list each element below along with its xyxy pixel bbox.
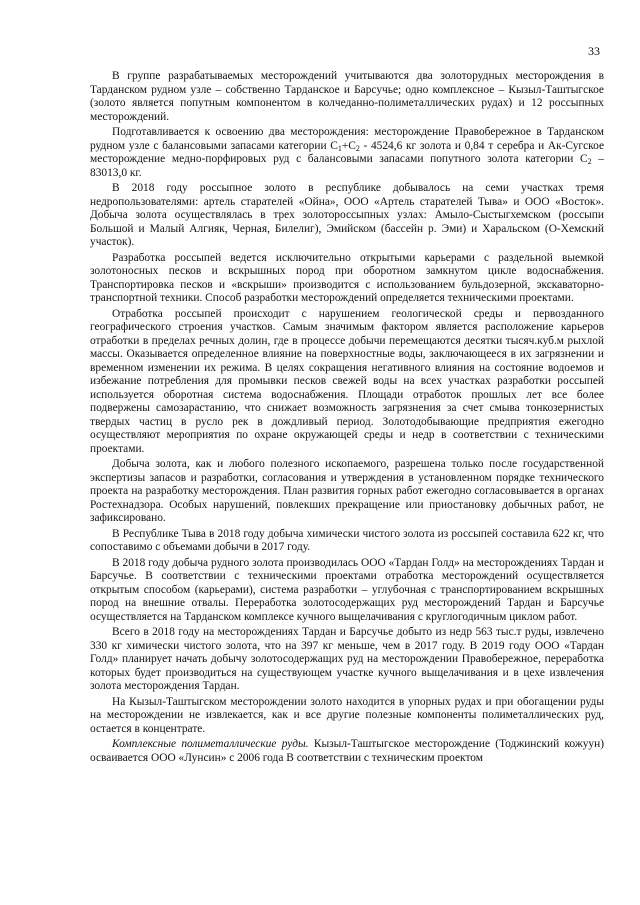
paragraph-mining-approval: Добыча золота, как и любого полезного ископаемого, разрешена только после государственной экспертизы запасов и разработки, согласования и утверждения в установленном порядке технического проекта на разработку месторождения. План развития горных работ ежегодно согласовывается в органах Ростехнадзора. Особых нарушений, повлекших прекращение или приостановку добычных работ, не зафиксировано. (90, 458, 604, 524)
text-fragment: +С (341, 139, 356, 152)
text-fragment: - 4524,6 кг золота и 0,84 т серебра и Ак-Сугское месторождение медно-порфировых руд с балансовыми запасами попутного золота категории С (90, 139, 605, 165)
paragraph-ore-gold-2018: В 2018 году добыча рудного золота производилась ООО «Тардан Голд» на месторождениях Тардан и Барсучье. В соответствии с техническими проектами отработка месторождений осуществляется открытым способом (карьерами), система разработки – углубочная с транспортированием вскрышных пород на внешние отвалы. Переработка золотосодержащих руд месторождений Тардан и Барсучье осуществляется на Тарданском комплексе кучного выщелачивания с круглогодичным циклом работ. (90, 556, 604, 623)
paragraph-deposits-overview: В группе разрабатываемых месторождений учитываются два золоторудных месторождения в Тарданском рудном узле – собственно Тарданское и Барсучье; одно комплексное – Кызыл-Таштыгское (золото является попутным компонентом в колчеданно-полиметаллических рудах) и 12 россыпных месторождений. (90, 70, 604, 123)
subscript: 1 (337, 143, 342, 153)
page-number: 33 (588, 44, 600, 58)
subscript: 2 (355, 143, 360, 153)
paragraph-polymetallic-ores (90, 738, 604, 765)
text-fragment: – 83013,0 кг. (90, 153, 604, 179)
paragraph-kyzyl-tashtyg-gold: На Кызыл-Таштыгском месторождении золото находится в упорных рудах и при обогащении руды на месторождении не извлекается, как и все другие полезные компоненты полиметаллических руд, остается в концентрате. (90, 695, 604, 735)
paragraph-placer-gold-2018: В 2018 году россыпное золото в республике добывалось на семи участках тремя недропользователями: артель старателей «Ойна», ООО «Артель старателей Тыва» и ООО «Восток». Добыча золота осуществлялась в трех золотороссыпных узлах: Амыло-Сыстыгхемском (россыпи Большой и Малый Алгияк, Черная, Билелиг), Эмийском (бассейн р. Эми) и Харальском (О-Хемский участок). (90, 182, 604, 248)
paragraph-ore-output: Всего в 2018 году на месторождениях Тардан и Барсучье добыто из недр 563 тыс.т руды, извлечено 330 кг химически чистого золота, что на 397 кг меньше, чем в 2017 году. В 2019 году ООО «Тардан Голд» планирует начать добычу золотосодержащих руд на месторождении Правобережное, переработка которых будет производиться на существующем участке кучного выщелачивания и в цехе извлечения золота месторождения Тардан. (90, 626, 604, 692)
paragraph-placer-output: В Республике Тыва в 2018 году добыча химически чистого золота из россыпей составила 622 кг, что сопоставимо с объемами добычи в 2017 году. (90, 527, 604, 553)
paragraph-placer-mining-method: Разработка россыпей ведется исключительно открытыми карьерами с раздельной выемкой золотоносных песков и вскрышных пород при оборотном замкнутом цикле водоснабжения. Транспортировка песков и «вскрыши» производится с использованием бульдозерной, экскаваторно-транспортной техники. Способ разработки месторождений определяется техническими проектами. (90, 251, 604, 304)
paragraph-environmental-impact: Отработка россыпей происходит с нарушением геологической среды и первозданного географического строения участков. Самым значимым фактором является расположение карьеров отработки в пределах речных долин, где в процессе добычи перемещаются десятки тысяч.куб.м рыхлой массы. Оказывается определенное влияние на поверхностные воды, заключающееся в их загрязнении и временном изменении их режима. В целях сокращения негативного влияния на состояние водоемов и избежание потребления для промывки песков свежей воды на всех участках разработки россыпей используется оборотная система водоснабжения. Площади отработок прошлых лет все более подвержены самозарастанию, что снижает возможность загрязнения за счет смыва тонкозернистых твердых частиц в русло рек в дождливый период. Золотодобывающие предприятия ежегодно осуществляют мероприятия по охране окружающей среды и недр в соответствии с техническими проектами. (90, 307, 604, 455)
paragraph-deposits-preparation (90, 126, 604, 180)
section-lead-in: Комплексные полиметаллические руды. (112, 738, 309, 750)
text-fragment: Подготавливается к освоению два месторождения: месторождение Правобережное в Тарданском рудном узле с балансовыми запасами категории С (90, 126, 604, 152)
subscript: 2 (587, 157, 592, 166)
text-fragment: Кызыл-Таштыгское месторождение (Тоджинский кожуун) осваивается ООО «Лунсин» с 2006 года В соответствии с техническим проектом (90, 738, 604, 764)
document-body (90, 70, 604, 767)
